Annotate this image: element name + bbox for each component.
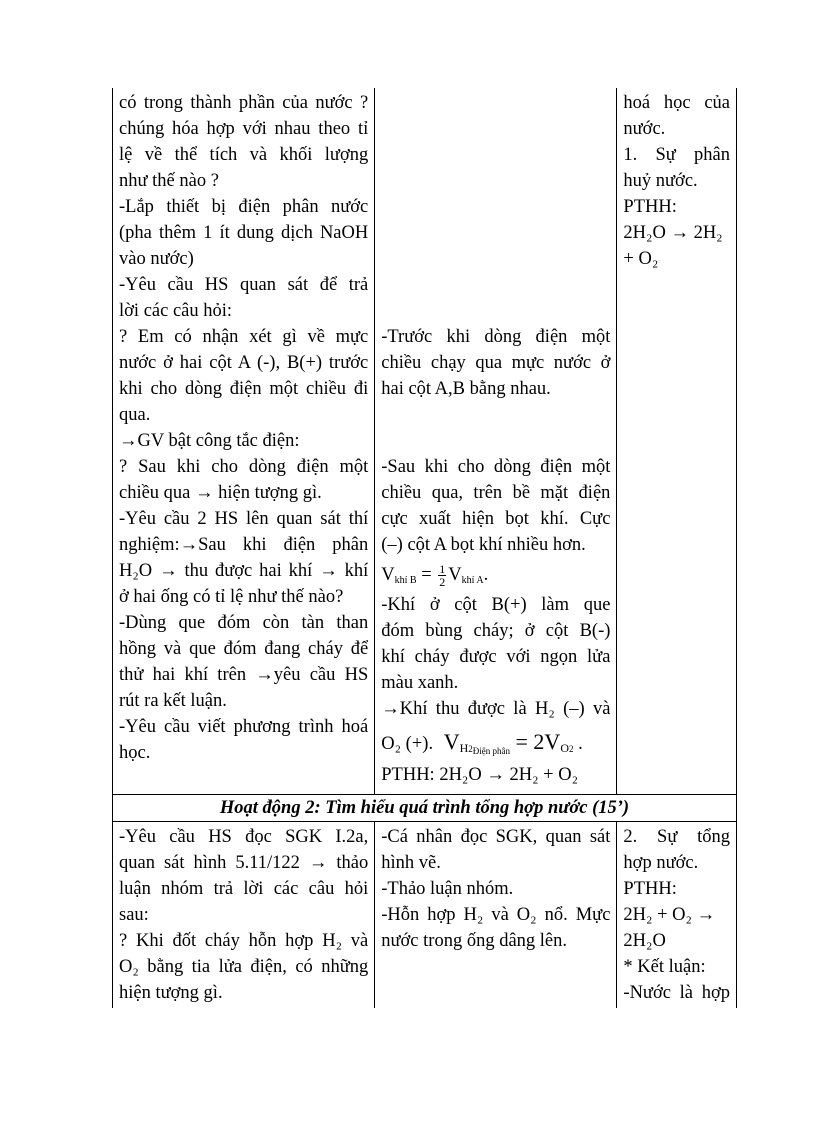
text-line: -Yêu cầu 2 HS lên quan sát thí <box>119 509 369 529</box>
text-line: lệ về thể tích và khối lượng <box>119 145 369 165</box>
table-row <box>113 88 737 795</box>
text-line: (–) cột A bọt khí nhiều hơn. <box>381 535 586 555</box>
text-line: sau: <box>119 905 149 925</box>
text-line: PTHH: <box>623 197 677 217</box>
fraction <box>438 563 446 588</box>
text-line: thử hai khí trên →yêu cầu HS <box>119 665 369 685</box>
student-activities-cell <box>375 822 617 1009</box>
formula-symbol: V <box>443 729 460 754</box>
text-line: lời các câu hỏi: <box>119 301 233 321</box>
text-line: chiều qua, trên bề mặt điện <box>381 483 611 503</box>
text-line: -Yêu cầu viết phương trình hoá <box>119 717 369 737</box>
text-line: O₂ (+). <box>381 734 434 754</box>
text-line: 2H₂O → 2H₂ <box>623 223 723 243</box>
text-line: quan sát hình 5.11/122 → thảo <box>119 853 369 873</box>
text-line: hồng và que đóm đang cháy để <box>119 639 369 659</box>
text-line: khi cho dòng điện một chiều đi <box>119 379 369 399</box>
conclusion-formula-line <box>381 722 610 762</box>
text-line: nghiệm:→Sau khi điện phân <box>119 535 369 555</box>
formula-subscript: 2 <box>468 744 473 754</box>
text-line: -Yêu cầu HS đọc SGK I.2a, <box>119 827 369 847</box>
text-line: O₂ bằng tia lửa điện, có những <box>119 957 369 977</box>
formula-subscript: O <box>560 741 569 755</box>
formula-subscript: khí A <box>461 575 484 586</box>
student-activities-cell <box>375 88 617 795</box>
text-line: 2. Sự tổng <box>623 827 730 847</box>
formula-symbol: . <box>483 565 489 585</box>
text-line: -Thảo luận nhóm. <box>381 879 514 899</box>
content-cell <box>617 88 737 795</box>
text-line: hai cột A,B bằng nhau. <box>381 379 551 399</box>
text-line: chúng hóa hợp với nhau theo tỉ <box>119 119 369 139</box>
text-line: -Nước là hợp <box>623 983 730 1003</box>
text-line: chiều chạy qua mực nước ở <box>381 353 611 373</box>
text-line: rút ra kết luận. <box>119 691 227 711</box>
text-line: (pha thêm 1 ít dung dịch NaOH <box>119 223 369 243</box>
text-line: hoá học của <box>623 93 730 113</box>
text-line: 1. Sự phân <box>623 145 730 165</box>
fraction-numerator: 1 <box>439 562 446 577</box>
text-line: -Cá nhân đọc SGK, quan sát <box>381 827 611 847</box>
text-line: đóm bùng cháy; ở cột B(-) <box>381 621 611 641</box>
text-line: * Kết luận: <box>623 957 706 977</box>
text-line: →GV bật công tắc điện: <box>119 431 300 451</box>
activity-2-heading: Hoạt động 2: Tìm hiểu quá trình tổng hợp nước (15’) <box>113 795 737 822</box>
text-line: nước. <box>623 119 666 139</box>
text-line: 2H₂O <box>623 931 666 951</box>
text-line: ? Khi đốt cháy hỗn hợp H₂ và <box>119 931 369 951</box>
text-line: chiều qua → hiện tượng gì. <box>119 483 322 503</box>
text-line: cực xuất hiện bọt khí. Cực <box>381 509 611 529</box>
text-line: -Yêu cầu HS quan sát để trả <box>119 275 369 295</box>
formula-symbol: = 2V <box>510 729 561 754</box>
text-line: có trong thành phần của nước ? <box>119 93 369 113</box>
formula-condition-label: Điện phân <box>472 746 511 756</box>
text-line: luận nhóm trả lời các câu hỏi <box>119 879 369 899</box>
text-line: -Hỗn hợp H₂ và O₂ nổ. Mực <box>381 905 611 925</box>
text-line: nước trong ống dâng lên. <box>381 931 568 951</box>
text-line: qua. <box>119 405 151 425</box>
formula-symbol: V <box>448 565 462 585</box>
text-line: ? Em có nhận xét gì về mực <box>119 327 369 347</box>
text-line: vào nước) <box>119 249 194 269</box>
text-line: hiện tượng gì. <box>119 983 223 1003</box>
volume-ratio-formula <box>381 558 610 592</box>
formula-symbol: V <box>381 565 395 585</box>
text-line: học. <box>119 743 151 763</box>
text-line: PTHH: 2H₂O → 2H₂ + O₂ <box>381 765 579 785</box>
formula-symbol: = <box>416 565 437 585</box>
text-line: ở hai ống có tỉ lệ như thế nào? <box>119 587 344 607</box>
teacher-activities-cell <box>113 822 375 1009</box>
formula-subscript: 2 <box>568 744 574 754</box>
text-line: hình vẽ. <box>381 853 441 873</box>
text-line: hợp nước. <box>623 853 699 873</box>
text-line: nước ở hai cột A (-), B(+) trước <box>119 353 369 373</box>
table-row <box>113 822 737 1009</box>
text-line: -Khí ở cột B(+) làm que <box>381 595 611 615</box>
text-line: PTHH: <box>623 879 677 899</box>
text-line: ? Sau khi cho dòng điện một <box>119 457 369 477</box>
text-line: như thế nào ? <box>119 171 219 191</box>
text-line: khí cháy được với ngọn lửa <box>381 647 611 667</box>
formula-subscript: khí B <box>394 575 417 586</box>
text-line: màu xanh. <box>381 673 459 693</box>
text-line: -Sau khi cho dòng điện một <box>381 457 611 477</box>
text-line: + O₂ <box>623 249 659 269</box>
text-line: -Lắp thiết bị điện phân nước <box>119 197 369 217</box>
lesson-table <box>112 88 737 1008</box>
text-line: →Khí thu được là H₂ (–) và <box>381 699 611 719</box>
teacher-activities-cell <box>113 88 375 795</box>
text-line: H₂O → thu được hai khí → khí <box>119 561 369 581</box>
text-line: 2H₂ + O₂ → <box>623 905 716 925</box>
text-line: -Dùng que đóm còn tàn than <box>119 613 369 633</box>
text-line: -Trước khi dòng điện một <box>381 327 611 347</box>
formula-subscript: H <box>459 741 469 755</box>
table-row <box>113 795 737 822</box>
content-cell <box>617 822 737 1009</box>
formula-symbol: . <box>573 734 583 754</box>
fraction-denominator: 2 <box>439 575 446 590</box>
text-line: huỷ nước. <box>623 171 698 191</box>
